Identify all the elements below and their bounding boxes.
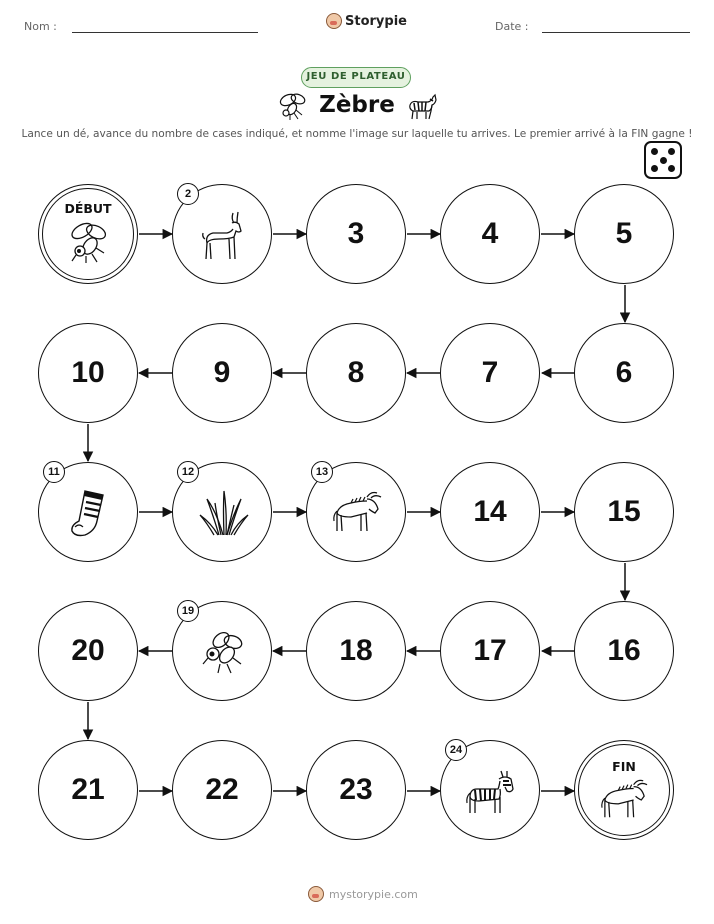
board-cell-14 [440, 462, 540, 562]
cell-number: 7 [481, 356, 499, 389]
brand-name: Storypie [345, 13, 407, 29]
cell-number-badge: 11 [43, 461, 65, 483]
board-cell-7 [440, 323, 540, 423]
cell-number-badge: 19 [177, 600, 199, 622]
cell-number-badge: 24 [445, 739, 467, 761]
board-cell-12 [172, 462, 272, 562]
grass-icon [197, 487, 251, 539]
fly-icon [66, 219, 112, 265]
board-cell-2 [172, 184, 272, 284]
instructions-text: Lance un dé, avance du nombre de cases indiqué, et nomme l'image sur laquelle tu arrives. Le premier arrivé à la FIN gagne ! [21, 128, 693, 140]
board-cell-16 [574, 601, 674, 701]
board-cell-4 [440, 184, 540, 284]
cell-number: 4 [481, 217, 499, 250]
start-label: DÉBUT [64, 201, 112, 216]
start-cell [38, 184, 138, 284]
board-cell-8 [306, 323, 406, 423]
cell-number: 8 [347, 356, 365, 389]
cell-number: 5 [615, 217, 633, 250]
cell-number: 3 [347, 217, 365, 250]
name-label: Nom : [24, 20, 57, 33]
cell-number: 10 [71, 356, 105, 389]
cell-number: 22 [205, 773, 239, 806]
board-cell-15 [574, 462, 674, 562]
cell-number: 17 [473, 634, 507, 667]
board-cell-23 [306, 740, 406, 840]
board-cell-11 [38, 462, 138, 562]
cell-number-badge: 12 [177, 461, 199, 483]
board-cell-20 [38, 601, 138, 701]
cell-number: 16 [607, 634, 641, 667]
board-cell-9 [172, 323, 272, 423]
date-label: Date : [495, 20, 529, 33]
cell-number-badge: 2 [177, 183, 199, 205]
cell-number: 20 [71, 634, 105, 667]
board-cell-13 [306, 462, 406, 562]
board-cell-10 [38, 323, 138, 423]
wildebeest-icon [599, 777, 651, 823]
cell-number: 6 [615, 356, 633, 389]
board-cell-22 [172, 740, 272, 840]
fly-icon [201, 628, 247, 676]
wildebeest-icon [331, 489, 385, 537]
cell-number: 21 [71, 773, 105, 806]
finish-label: FIN [612, 759, 636, 774]
cell-number: 14 [473, 495, 507, 528]
cell-number: 23 [339, 773, 373, 806]
cell-number: 9 [213, 356, 231, 389]
game-type-badge: JEU DE PLATEAU [301, 67, 411, 88]
footer [308, 886, 418, 902]
cell-number: 15 [607, 495, 641, 528]
cell-number: 18 [339, 634, 373, 667]
sock-icon [67, 487, 111, 541]
board-cell-21 [38, 740, 138, 840]
finish-cell [574, 740, 674, 840]
board-cell-5 [574, 184, 674, 284]
storypie-mascot-icon [308, 886, 324, 902]
cell-number-badge: 13 [311, 461, 333, 483]
antelope-icon [199, 209, 249, 263]
zebra-icon [465, 767, 519, 819]
board-cell-17 [440, 601, 540, 701]
board-cell-6 [574, 323, 674, 423]
board-cell-24 [440, 740, 540, 840]
board-cell-19 [172, 601, 272, 701]
board-cell-18 [306, 601, 406, 701]
footer-site[interactable]: mystorypie.com [329, 887, 418, 901]
board-cell-3 [306, 184, 406, 284]
page-title: Zèbre [319, 92, 395, 118]
